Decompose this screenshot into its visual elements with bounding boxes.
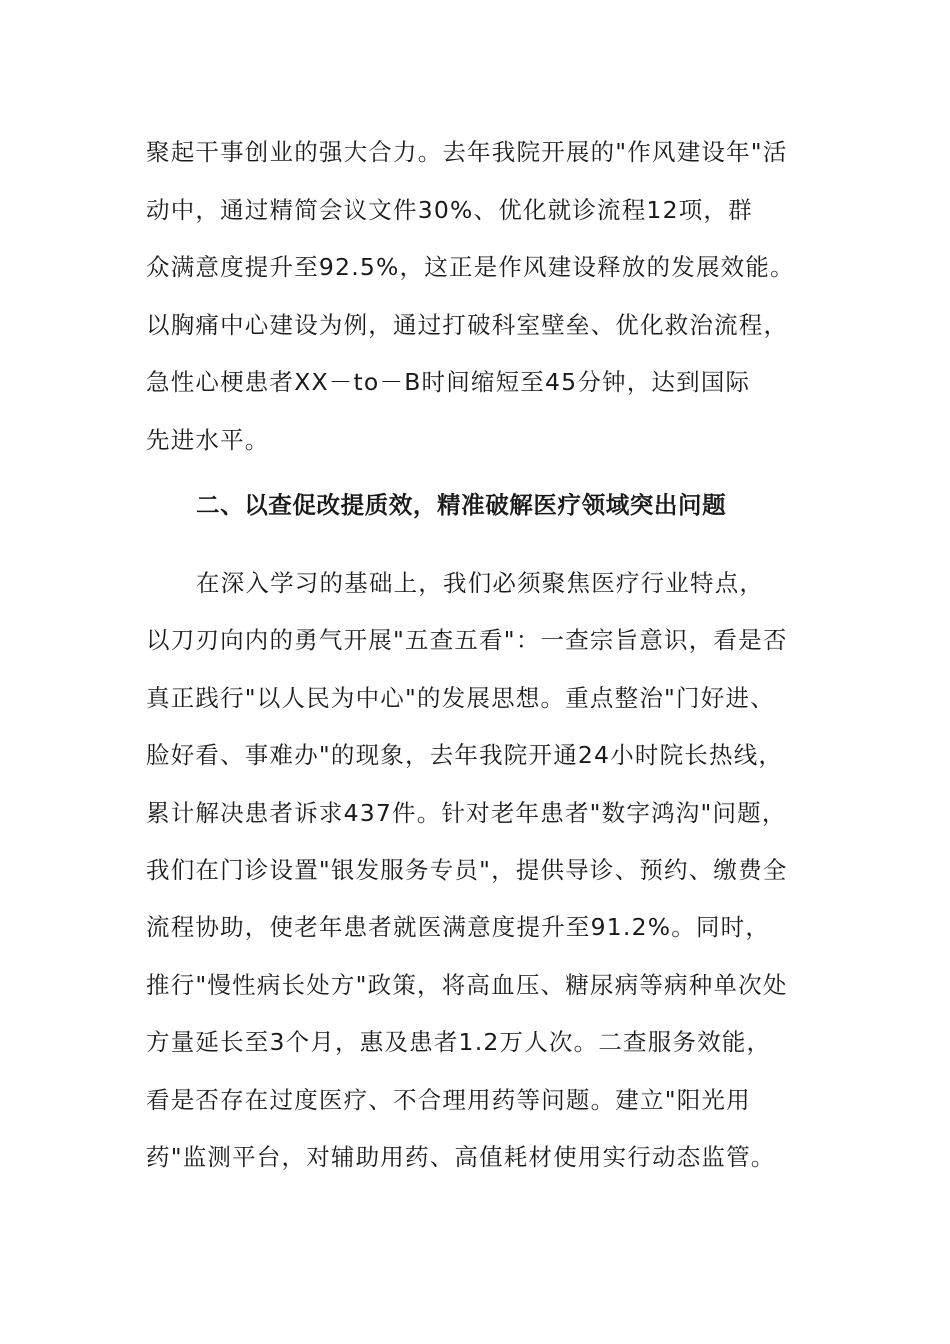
paragraph-2-line: 推行"慢性病长处方"政策，将高血压、糖尿病等病种单次处 [146,971,788,999]
paragraph-2-line: 看是否存在过度医疗、不合理用药等问题。建立"阳光用 [146,1086,751,1114]
paragraph-2-line: 脸好看、事难办"的现象，去年我院开通24小时院长热线， [146,741,784,769]
paragraph-2-line: 真正践行"以人民为中心"的发展思想。重点整治"门好进、 [146,684,775,712]
paragraph-2-line: 流程协助，使老年患者就医满意度提升至91.2%。同时， [146,913,771,941]
paragraph-1-line: 聚起干事创业的强大合力。去年我院开展的"作风建设年"活 [146,138,788,166]
paragraph-2-line: 以刀刃向内的勇气开展"五查五看"：一查宗旨意识，看是否 [146,626,788,654]
paragraph-1-line: 先进水平。 [146,426,270,454]
paragraph-2-line: 累计解决患者诉求437件。针对老年患者"数字鸿沟"问题， [146,799,787,827]
paragraph-1-line: 众满意度提升至92.5%，这正是作风建设释放的发展效能。 [146,253,795,281]
paragraph-1-line: 动中，通过精简会议文件30%、优化就诊流程12项，群 [146,196,753,224]
paragraph-1-line: 急性心梗患者XX－to－B时间缩短至45分钟，达到国际 [146,368,751,396]
section-heading: 二、以查促改提质效，精准破解医疗领域突出问题 [196,491,727,519]
paragraph-2-line: 我们在门诊设置"银发服务专员"，提供导诊、预约、缴费全 [146,856,788,884]
paragraph-2-line: 在深入学习的基础上，我们必须聚焦医疗行业特点， [196,569,765,597]
paragraph-2-line: 药"监测平台，对辅助用药、高值耗材使用实行动态监管。 [146,1143,776,1171]
paragraph-2-line: 方量延长至3个月，惠及患者1.2万人次。二查服务效能， [146,1028,772,1056]
paragraph-1-line: 以胸痛中心建设为例，通过打破科室壁垒、优化救治流程， [146,311,789,339]
